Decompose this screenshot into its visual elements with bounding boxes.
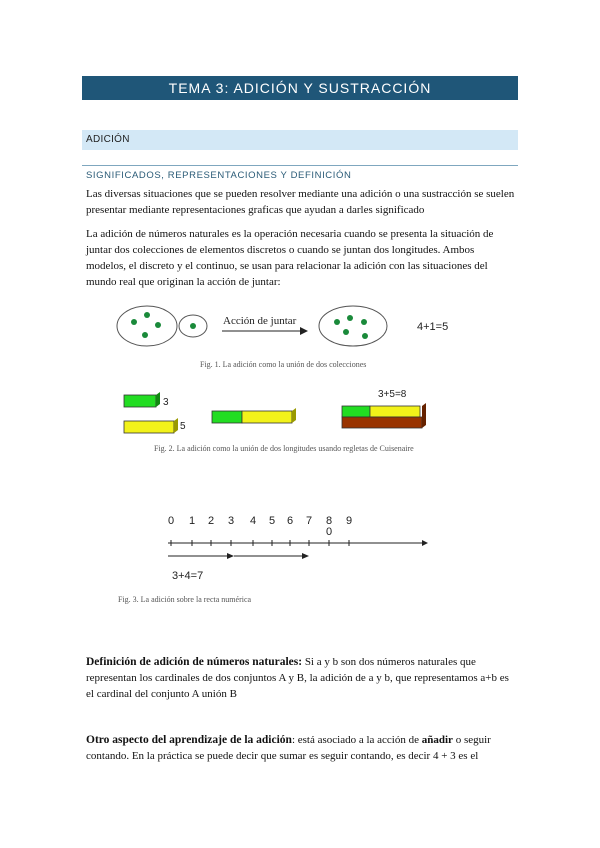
tick-label: 3 bbox=[228, 515, 235, 527]
rod-yellow-top bbox=[370, 406, 420, 417]
tick-label: 7 bbox=[306, 515, 313, 527]
aspect-term: Otro aspecto del aprendizaje de la adición bbox=[86, 734, 292, 746]
tick-label: 0 bbox=[168, 515, 175, 527]
tick-labels bbox=[168, 515, 352, 527]
definition-term: Definición de adición de números naturales: bbox=[86, 656, 303, 668]
caption: Fig. 3. La adición sobre la recta numérica bbox=[118, 595, 252, 604]
dot bbox=[361, 319, 367, 325]
dot bbox=[334, 319, 340, 325]
section-heading: ADICIÓN bbox=[82, 130, 518, 150]
tick-label: 8 bbox=[326, 515, 333, 527]
figure-1 bbox=[110, 300, 490, 375]
rod-yellow bbox=[124, 421, 174, 433]
dot bbox=[347, 315, 353, 321]
dot bbox=[142, 332, 148, 338]
rod-yellow-joined bbox=[242, 411, 292, 423]
tick-label: 2 bbox=[208, 515, 215, 527]
tick-label: 9 bbox=[346, 515, 353, 527]
arrow-head bbox=[300, 327, 308, 335]
definition-text: Si a y b son dos números naturales que representan los cardinales de dos conjuntos A y B, la adición de a y b, que representamos a+b es el cardinal del conjunto A unión B bbox=[86, 656, 509, 700]
dot bbox=[190, 323, 196, 329]
page-title: TEMA 3: ADICIÓN Y SUSTRACCIÓN bbox=[82, 76, 518, 100]
aspect-keyword: añadir bbox=[421, 734, 453, 746]
equation: 3+5=8 bbox=[378, 389, 407, 400]
dot bbox=[144, 312, 150, 318]
tick-label: 1 bbox=[189, 515, 196, 527]
dot bbox=[343, 329, 349, 335]
rod-brown bbox=[342, 417, 422, 428]
label-green: 3 bbox=[163, 397, 169, 408]
dot bbox=[131, 319, 137, 325]
aspect-text-continued: o seguir contando. En la práctica se puede decir que sumar es seguir contando, es decir 4 + 3 es el bbox=[86, 734, 491, 762]
equation: 3+4=7 bbox=[172, 570, 204, 582]
paragraph-intro: Las diversas situaciones que se pueden resolver mediante una adición o una sustracción se suelen presentar mediante representaciones graficas que ayudan a darles significado bbox=[86, 188, 515, 216]
rod-green-top bbox=[342, 406, 370, 417]
divider bbox=[82, 165, 518, 166]
arrow-label: Acción de juntar bbox=[223, 315, 297, 327]
caption: Fig. 2. La adición como la unión de dos longitudes usando regletas de Cuisenaire bbox=[154, 444, 414, 453]
number-line-arrow bbox=[422, 540, 428, 546]
dot bbox=[155, 322, 161, 328]
label-yellow: 5 bbox=[180, 421, 186, 432]
paragraph-addition: La adición de números naturales es la operación necesaria cuando se presenta la situación de juntar dos colecciones de elementos discretos o cuando se juntan dos longitudes. Ambos modelos, el discreto y el continuo, se usan para relacionar la adición con las situaciones del mundo real que originan la acción de juntar: bbox=[86, 228, 494, 288]
tick-label: 4 bbox=[250, 515, 257, 527]
zero-label: 0 bbox=[326, 526, 333, 538]
collection-union bbox=[319, 306, 387, 346]
caption: Fig. 1. La adición como la unión de dos colecciones bbox=[200, 360, 367, 369]
figure-2 bbox=[110, 385, 490, 460]
subsection-heading: SIGNIFICADOS, REPRESENTACIONES Y DEFINICIÓN bbox=[86, 170, 352, 181]
equation: 4+1=5 bbox=[417, 321, 449, 333]
paragraph-definition bbox=[86, 654, 516, 702]
tick-label: 6 bbox=[287, 515, 294, 527]
dot bbox=[362, 333, 368, 339]
rod-green-joined bbox=[212, 411, 242, 423]
aspect-text: : está asociado a la acción de bbox=[291, 734, 422, 746]
paragraph-other-aspect bbox=[86, 732, 516, 764]
figure-3 bbox=[110, 505, 490, 615]
tick-label: 5 bbox=[269, 515, 276, 527]
rod-green bbox=[124, 395, 156, 407]
